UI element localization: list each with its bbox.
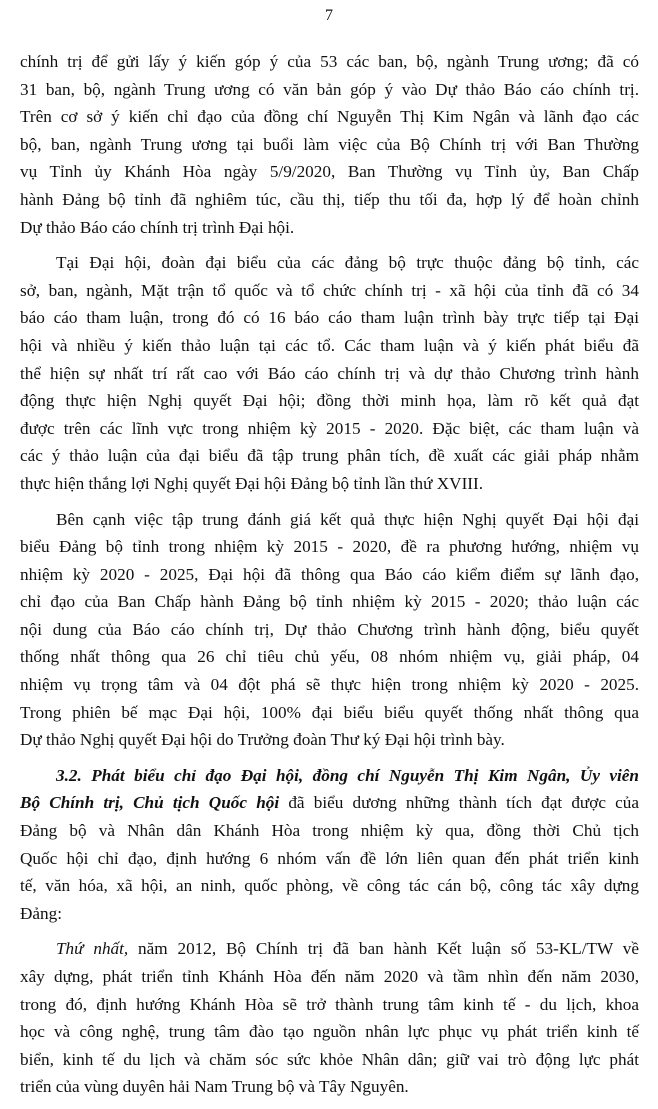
page-number: 7 bbox=[325, 7, 333, 24]
text-line: chính trị để gửi lấy ý kiến góp ý của 53 các ban, bộ, ngành Trung ương; đã có bbox=[20, 52, 639, 71]
text-line: triển của vùng duyên hải Nam Trung bộ và Tây Nguyên. bbox=[20, 1077, 409, 1097]
section-heading: 3.2. Phát biểu chỉ đạo Đại hội, đồng chí Nguyễn Thị Kim Ngân, Ủy viên bbox=[56, 765, 639, 785]
text-line: nhiệm vụ trọng tâm và 04 đột phá sẽ thực hiện trong nhiệm kỳ 2020 - 2025. bbox=[20, 675, 639, 695]
paragraph-3 bbox=[20, 506, 639, 754]
text-line: Đảng bộ và Nhân dân Khánh Hòa trong nhiệm kỳ qua, đồng thời Chủ tịch bbox=[20, 821, 639, 841]
text-line: trong đó, định hướng Khánh Hòa sẽ trở thành trung tâm kinh tế - du lịch, khoa bbox=[20, 994, 639, 1014]
text-line: biển, kinh tế du lịch và chăm sóc sức khỏe Nhân dân; giữ vai trò động lực phát bbox=[20, 1049, 639, 1069]
text-line: Dự thảo Nghị quyết Đại hội do Trưởng đoàn Thư ký Đại hội trình bày. bbox=[20, 730, 505, 750]
section-heading-continued: Bộ Chính trị, Chủ tịch Quốc hội bbox=[20, 793, 280, 813]
text-line: nội dung của Báo cáo chính trị, Dự thảo Chương trình hành động, biểu quyết bbox=[20, 619, 639, 639]
document-body bbox=[20, 48, 639, 1109]
text-line bbox=[20, 789, 639, 817]
text-line: báo cáo tham luận, trong đó có 16 báo cáo tham luận trình bày trực tiếp tại Đại bbox=[20, 308, 639, 328]
text-run: đã biểu dương những thành tích đạt được của bbox=[279, 793, 640, 813]
text-line: học và công nghệ, trung tâm đào tạo nguồn nhân lực phục vụ phát triển kinh tế bbox=[20, 1022, 639, 1042]
text-line: hội và nhiều ý kiến thảo luận tại các tổ. Các tham luận và ý kiến phát biểu đã bbox=[20, 335, 639, 355]
text-line: các ý thảo luận của đại biểu đã tập trung phân tích, đề xuất các giải pháp nhằm bbox=[20, 446, 639, 466]
text-run: năm 2012, Bộ Chính trị đã ban hành Kết luận số 53-KL/TW về bbox=[128, 939, 639, 959]
paragraph-1 bbox=[20, 48, 639, 241]
text-line: Dự thảo Báo cáo chính trị trình Đại hội. bbox=[20, 217, 295, 237]
text-line: Trên cơ sở ý kiến chỉ đạo của đồng chí Nguyễn Thị Kim Ngân và lãnh đạo các bbox=[20, 107, 639, 127]
lead-phrase: Thứ nhất, bbox=[56, 939, 129, 959]
text-line: Đảng: bbox=[20, 903, 63, 923]
text-line: Bên cạnh việc tập trung đánh giá kết quả thực hiện Nghị quyết Đại hội đại bbox=[56, 509, 639, 529]
text-line: vụ Tỉnh ủy Khánh Hòa ngày 5/9/2020, Ban Thường vụ Tỉnh ủy, Ban Chấp bbox=[20, 162, 639, 182]
text-line: tế, văn hóa, xã hội, an ninh, quốc phòng, về công tác cán bộ, công tác xây dựng bbox=[20, 876, 639, 896]
text-line: được trên các lĩnh vực trong nhiệm kỳ 2015 - 2020. Đặc biệt, các tham luận và bbox=[20, 418, 639, 438]
text-line: nhiệm kỳ 2020 - 2025, Đại hội đã thông qua Báo cáo kiểm điểm sự lãnh đạo, bbox=[20, 564, 639, 584]
text-line: hành Đảng bộ tỉnh đã nghiêm túc, cầu thị, tiếp thu tối đa, hợp lý để hoàn chỉnh bbox=[20, 189, 639, 209]
text-line: Tại Đại hội, đoàn đại biểu của các đảng bộ trực thuộc đảng bộ tỉnh, các bbox=[56, 253, 639, 273]
text-line: xây dựng, phát triển tỉnh Khánh Hòa đến năm 2020 và tầm nhìn đến năm 2030, bbox=[20, 967, 639, 986]
text-line: biểu Đảng bộ tỉnh trong nhiệm kỳ 2015 - 2020, đề ra phương hướng, nhiệm vụ bbox=[20, 537, 639, 557]
text-line: sở, ban, ngành, Mặt trận tổ quốc và tổ chức chính trị - xã hội của tỉnh đã có 34 bbox=[20, 280, 639, 300]
text-line: 31 ban, bộ, ngành Trung ương có văn bản góp ý vào Dự thảo Báo cáo chính trị. bbox=[20, 79, 639, 99]
text-line: bộ, ban, ngành Trung ương tại buổi làm việc của Bộ Chính trị với Ban Thường bbox=[20, 134, 639, 154]
section-3-2 bbox=[20, 762, 639, 928]
text-line: thực hiện thắng lợi Nghị quyết Đại hội Đảng bộ tỉnh lần thứ XVIII. bbox=[20, 473, 484, 493]
text-line: thống nhất thông qua 26 chỉ tiêu chủ yếu, 08 nhóm nhiệm vụ, giải pháp, 04 bbox=[20, 647, 639, 667]
text-line bbox=[20, 935, 639, 963]
text-line: Quốc hội chỉ đạo, định hướng 6 nhóm vấn đề lớn liên quan đến phát triển kinh bbox=[20, 848, 639, 868]
paragraph-first-point bbox=[20, 935, 639, 1101]
text-line: thể hiện sự nhất trí rất cao với Báo cáo chính trị và dự thảo Chương trình hành bbox=[20, 363, 639, 383]
text-line: động thực hiện Nghị quyết Đại hội; đồng thời minh họa, làm rõ kết quả đạt bbox=[20, 391, 639, 411]
paragraph-2 bbox=[20, 249, 639, 497]
text-line: chỉ đạo của Ban Chấp hành Đảng bộ tỉnh nhiệm kỳ 2015 - 2020; thảo luận các bbox=[20, 592, 639, 612]
text-line: Trong phiên bế mạc Đại hội, 100% đại biểu biểu quyết thống nhất thông qua bbox=[20, 702, 639, 722]
